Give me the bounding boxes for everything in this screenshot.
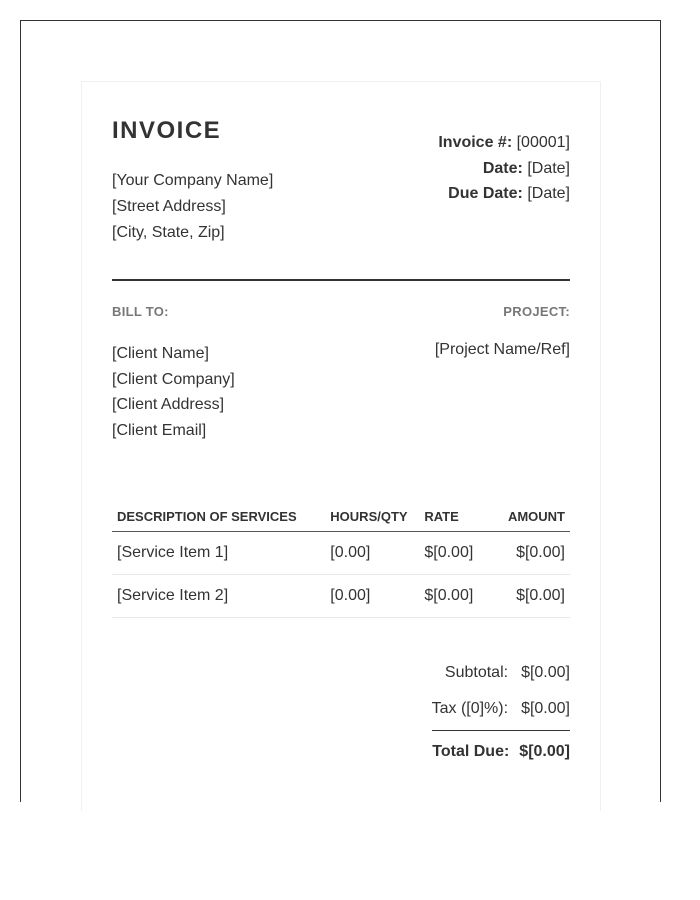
row-hours: [0.00]	[325, 575, 419, 618]
project-label: PROJECT:	[503, 304, 570, 319]
bill-to-label: BILL TO:	[112, 304, 169, 319]
header-divider	[112, 279, 570, 281]
row-amount: $[0.00]	[492, 532, 570, 575]
company-info	[112, 168, 273, 246]
header-rate: RATE	[419, 502, 492, 532]
total-divider	[432, 730, 570, 731]
date-label: Date:	[482, 159, 523, 177]
row-hours: [0.00]	[325, 532, 419, 575]
table-header-row	[112, 502, 570, 532]
client-address: [Client Address]	[112, 396, 225, 413]
tax-label: Tax ([0]%):	[431, 700, 509, 717]
client-email: [Client Email]	[112, 421, 207, 439]
table-row	[112, 532, 570, 575]
header-amount: AMOUNT	[492, 502, 570, 532]
tax-value: $[0.00]	[521, 700, 570, 717]
invoice-title: INVOICE	[112, 117, 222, 144]
row-amount: $[0.00]	[492, 575, 570, 618]
company-city: [City, State, Zip]	[112, 224, 225, 241]
row-description: [Service Item 1]	[112, 532, 325, 575]
client-company: [Client Company]	[112, 370, 235, 388]
totals-block	[432, 655, 570, 727]
company-name: [Your Company Name]	[112, 172, 274, 189]
total-due-value: $[0.00]	[519, 743, 570, 760]
invoice-meta	[438, 130, 570, 207]
project-value: [Project Name/Ref]	[434, 341, 570, 358]
client-name: [Client Name]	[112, 345, 209, 362]
tax-row	[432, 691, 570, 727]
subtotal-row	[432, 655, 570, 691]
invoice-number-value: [00001]	[516, 134, 570, 151]
row-description: [Service Item 2]	[112, 575, 325, 618]
services-table	[112, 502, 570, 618]
subtotal-label: Subtotal:	[444, 664, 509, 681]
due-date-value: [Date]	[527, 185, 570, 202]
company-street: [Street Address]	[112, 198, 226, 215]
row-rate: $[0.00]	[419, 532, 492, 575]
row-rate: $[0.00]	[419, 575, 492, 618]
due-date-label: Due Date:	[448, 185, 523, 202]
total-due-label: Total Due:	[432, 743, 510, 760]
subtotal-value: $[0.00]	[521, 664, 570, 681]
header-hours: HOURS/QTY	[325, 502, 419, 532]
total-due-row	[432, 743, 570, 761]
invoice-number-label: Invoice #:	[438, 134, 513, 151]
header-description: DESCRIPTION OF SERVICES	[112, 502, 325, 532]
date-value: [Date]	[527, 159, 570, 177]
table-row	[112, 575, 570, 618]
client-info	[112, 341, 235, 443]
